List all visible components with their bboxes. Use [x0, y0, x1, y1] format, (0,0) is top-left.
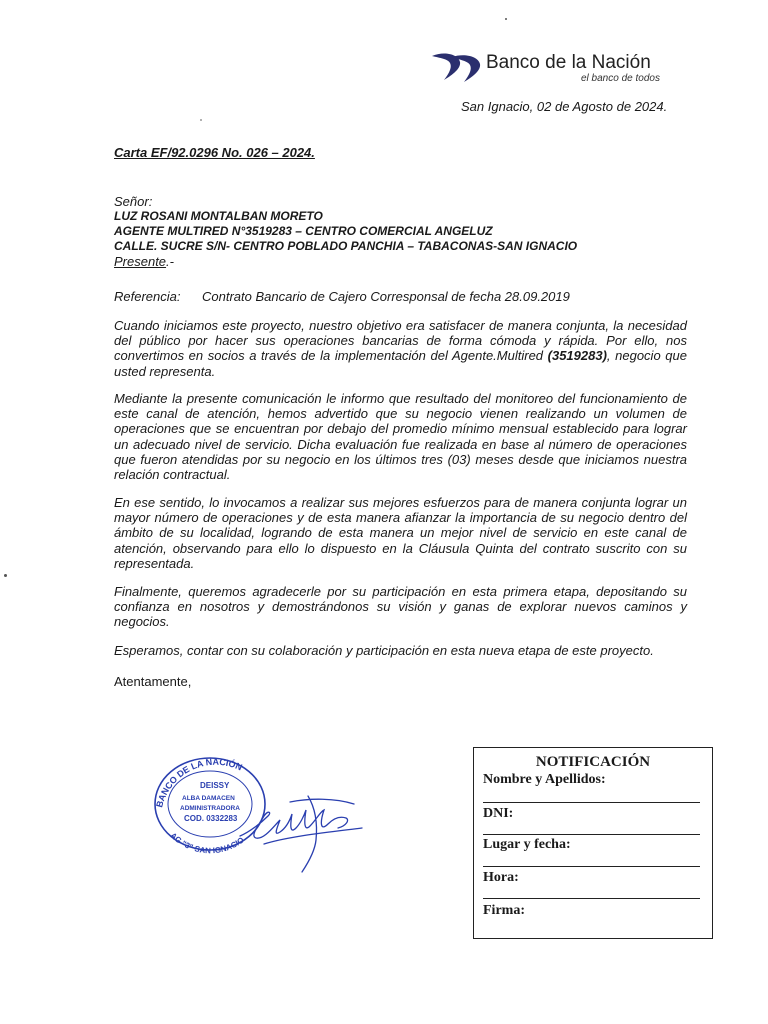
- paragraph-1-text: Cuando iniciamos este proyecto, nuestro objetivo era satisfacer de manera conjunta, la necesidad del público por hacer sus operaciones bancarias de forma cómoda y rápida. Por ello, nos convertimos en socios a través de la implementación del Agente.Multired: [114, 318, 687, 364]
- field-dni-line[interactable]: [483, 834, 700, 835]
- notification-title: NOTIFICACIÓN: [535, 754, 651, 770]
- scan-speck: [200, 119, 202, 121]
- bank-logo: [430, 50, 670, 90]
- field-lugar-fecha-line[interactable]: [483, 866, 700, 867]
- bank-tagline: el banco de todos: [581, 73, 660, 84]
- field-nombre-line[interactable]: [483, 802, 700, 803]
- paragraph-4: Finalmente, queremos agradecerle por su participación en esta primera etapa, depositando su confianza en nosotros y demostrándonos su visión y ganas de explorar nuevos caminos y negocios.: [114, 584, 687, 630]
- closing: Atentamente,: [114, 674, 192, 689]
- recipient-address: CALLE. SUCRE S/N- CENTRO POBLADO PANCHIA – TABACONAS-SAN IGNACIO: [114, 239, 578, 253]
- paragraph-5: Esperamos, contar con su colaboración y participación en esta nueva etapa de este proyecto.: [114, 643, 654, 658]
- scan-speck: [4, 574, 7, 577]
- paragraph-3: En ese sentido, lo invocamos a realizar sus mejores esfuerzos para de manera conjunta lograr un mayor número de operaciones y de esta manera afianzar la importancia de su negocio dentro del ámbito de su localidad, logrando de esta manera un mejor nivel de servicio en este canal de atención, observando para ello lo dispuesto en la Cláusula Quinta del contrato suscrito con su representada.: [114, 495, 687, 571]
- svg-text:AG "3" SAN IGNACIO: [169, 831, 246, 855]
- paragraph-1: [114, 318, 687, 379]
- official-stamp-and-signature: [140, 740, 380, 880]
- stamp-ring-text: BANCO DE LA NACIÓN: [154, 756, 244, 809]
- scan-speck: [505, 18, 507, 20]
- field-firma-label: Firma:: [483, 903, 525, 918]
- stamp-fullname: ALBA DAMACEN: [182, 795, 235, 802]
- stamp-role: ADMINISTRADORA: [180, 805, 240, 812]
- letter-reference-code: Carta EF/92.0296 No. 026 – 2024.: [114, 145, 315, 160]
- paragraph-1-tail: , negocio que usted representa.: [114, 348, 687, 379]
- recipient-block: [114, 194, 577, 269]
- referencia-label: Referencia:: [114, 289, 181, 304]
- paragraph-2: Mediante la presente comunicación le informo que resultado del monitoreo del funcionamiento de este canal de atención, hemos advertido que su negocio vienen realizando un volumen de operaciones que se encuentran por debajo del promedio mínimo mensual establecido para lograr un adecuado nivel de servicio. Dicha evaluación fue realizada en base al número de operaciones que fueron atendidas por su negocio en los últimos tres (03) meses desde que iniciamos nuestra relación contractual.: [114, 391, 687, 483]
- presente-word: Presente: [114, 254, 167, 269]
- field-nombre-label: Nombre y Apellidos:: [483, 772, 606, 787]
- handwritten-signature: [240, 796, 362, 872]
- bank-logo-mark-icon: [430, 52, 482, 82]
- letter-date: San Ignacio, 02 de Agosto de 2024.: [461, 99, 668, 114]
- presente-suffix: .-: [166, 254, 174, 269]
- paragraph-1-agent-code: (3519283): [547, 348, 607, 364]
- stamp-code: COD. 0332283: [184, 814, 238, 823]
- field-dni-label: DNI:: [483, 806, 514, 821]
- salutation: Señor:: [114, 194, 153, 209]
- presente-line: [114, 254, 577, 269]
- referencia-line: [114, 289, 570, 304]
- bank-name: Banco de la Nación: [486, 52, 651, 73]
- recipient-agent: AGENTE MULTIRED N°3519283 – CENTRO COMERCIAL ANGELUZ: [114, 224, 493, 238]
- field-hora-label: Hora:: [483, 870, 519, 885]
- stamp-name: DEISSY: [200, 781, 230, 790]
- referencia-text: Contrato Bancario de Cajero Corresponsal de fecha 28.09.2019: [202, 289, 570, 304]
- field-lugar-fecha-label: Lugar y fecha:: [483, 837, 571, 852]
- recipient-name: LUZ ROSANI MONTALBAN MORETO: [114, 209, 323, 223]
- stamp-bottom-text: AG "3" SAN IGNACIO: [168, 830, 246, 856]
- field-hora-line[interactable]: [483, 898, 700, 899]
- notification-box: [473, 747, 713, 939]
